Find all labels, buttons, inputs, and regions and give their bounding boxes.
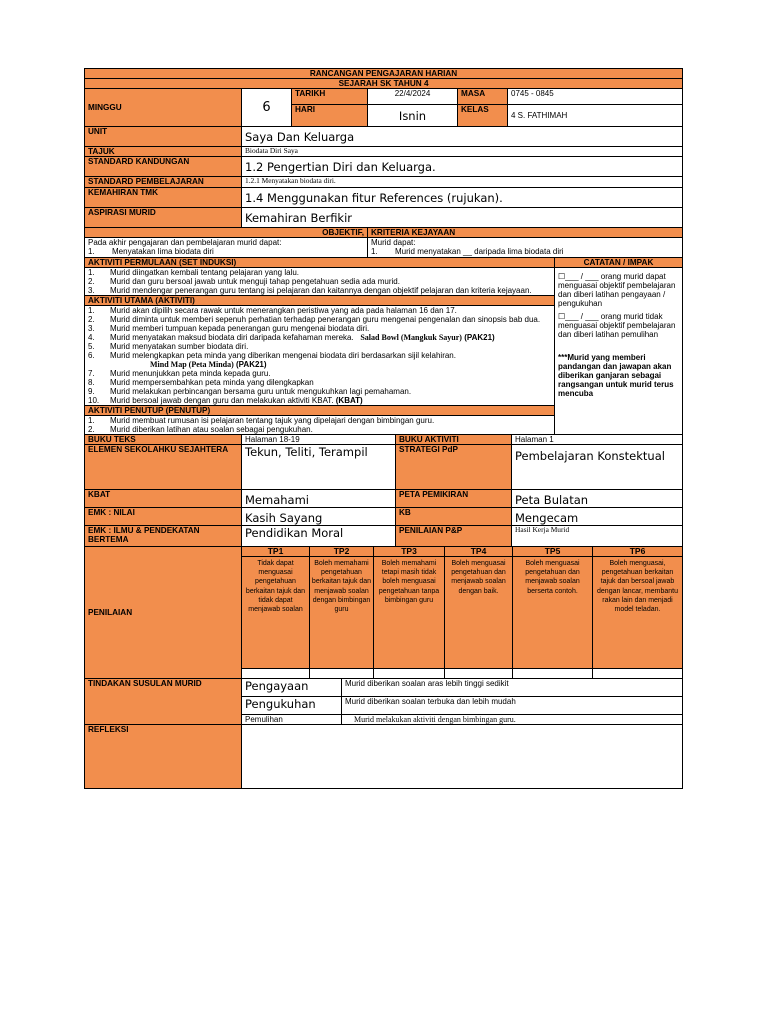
permulaan-label: AKTIVITI PERMULAAN (SET INDUKSI) <box>85 258 555 268</box>
activities-table <box>84 257 683 435</box>
kriteria-label: KRITERIA KEJAYAAN <box>368 228 683 238</box>
kemahiran-tmk-value: 1.4 Menggunakan fitur References (rujukan). <box>242 188 683 208</box>
header-table <box>84 68 683 127</box>
buku-teks-label: BUKU TEKS <box>85 435 242 445</box>
buku-aktiviti-value: Halaman 1 <box>512 435 683 445</box>
pak21-tag: (PAK21) <box>464 333 495 342</box>
objektif-table <box>84 227 683 258</box>
susulan-desc: Murid melakukan aktiviti dengan bimbingan guru. <box>342 715 683 725</box>
minggu-label: MINGGU <box>85 89 242 127</box>
tp-description: Tidak dapat menguasai pengetahuan berkaitan tajuk dan tidak dapat menjawab soalan <box>242 557 310 669</box>
objektif-label: OBJEKTIF, <box>85 228 368 238</box>
buku-teks-value: Halaman 18-19 <box>242 435 396 445</box>
list-item: 4. Murid menyatakan maksud biodata diri daripada kefahaman mereka. Salad Bowl (Mangkuk Sayur) (PAK21) <box>88 333 495 342</box>
susulan-type: Pengukuhan <box>242 697 342 715</box>
unit-label: UNIT <box>85 127 242 147</box>
tp-description: Boleh memahami tetapi masih tidak boleh menguasai pengetahuan tanpa bimbingan guru <box>374 557 445 669</box>
list-item: 1. Murid membuat rumusan isi pelajaran tentang tajuk yang dipelajari dengan bimbingan guru. <box>88 416 435 425</box>
tp-header: TP6 <box>593 547 683 557</box>
kelas-value: 4 S. FATHIMAH <box>508 105 683 127</box>
emk-nilai-value: Kasih Sayang <box>242 508 396 526</box>
kelas-label: KELAS <box>458 105 508 127</box>
list-item: 10. Murid bersoal jawab dengan guru dan melakukan aktiviti KBAT. (KBAT) <box>88 396 363 405</box>
page-title: RANCANGAN PENGAJARAN HARIAN <box>85 69 683 79</box>
permulaan-list <box>85 268 555 296</box>
catatan-note-pengayaan: ☐___ / ___ orang murid dapat menguasai objektif pembelajaran dan diberi latihan pengayaan / pengukuhan <box>558 272 676 308</box>
list-item: 2. Murid diberikan latihan atau soalan sebagai pengukuhan. <box>88 425 313 434</box>
tp-description: Boleh menguasai, pengetahuan berkaitan tajuk dan bersoal jawab dengan lancar, membantu rakan lain dan menjadi model teladan. <box>593 557 683 669</box>
tp-score-cell[interactable] <box>242 669 310 679</box>
kriteria-content <box>368 238 683 258</box>
standard-kandungan-label: STANDARD KANDUNGAN <box>85 157 242 177</box>
tp-header: TP5 <box>513 547 593 557</box>
list-item: 8. Murid mempersembahkan peta minda yang dilengkapkan <box>88 378 314 387</box>
penutup-label: AKTIVITI PENUTUP (PENUTUP) <box>85 406 555 416</box>
utama-label: AKTIVITI UTAMA (AKTIVITI) <box>85 296 555 306</box>
tp-score-cell[interactable] <box>374 669 445 679</box>
susulan-label: TINDAKAN SUSULAN MURID <box>85 679 242 725</box>
list-item: 3. Murid memberi tumpuan kepada penerangan guru mengenai biodata diri. <box>88 324 370 333</box>
emk-ilmu-value: Pendidikan Moral <box>242 526 396 547</box>
kbat-value: Memahami <box>242 490 396 508</box>
standard-pembelajaran-label: STANDARD PEMBELAJARAN <box>85 177 242 188</box>
kbat-label: KBAT <box>85 490 242 508</box>
tajuk-label: TAJUK <box>85 147 242 157</box>
susulan-desc: Murid diberikan soalan terbuka dan lebih mudah <box>342 697 683 715</box>
list-item: 1. Murid diingatkan kembali tentang pelajaran yang lalu. <box>88 268 300 277</box>
page-subtitle: SEJARAH SK TAHUN 4 <box>85 79 683 89</box>
utama-list <box>85 306 555 406</box>
emk-nilai-label: EMK : NILAI <box>85 508 242 526</box>
aspirasi-value: Kemahiran Berfikir <box>242 208 683 228</box>
tp-description: Boleh menguasai pengetahuan dan menjawab soalan dengan baik. <box>445 557 513 669</box>
elements-table <box>84 434 683 547</box>
list-item: 7. Murid menunjukkan peta minda kepada guru. <box>88 369 271 378</box>
standard-kandungan-value: 1.2 Pengertian Diri dan Keluarga. <box>242 157 683 177</box>
list-item: 2. Murid diminta untuk memberi sepenuh perhatian terhadap penerangan guru mengenai pengenalan dan sinopsis bab dua. <box>88 315 541 324</box>
penilaian-pnp-value: Hasil Kerja Murid <box>512 526 683 547</box>
peta-value: Peta Bulatan <box>512 490 683 508</box>
penutup-list <box>85 416 555 435</box>
lesson-plan-sheet <box>84 68 682 789</box>
catatan-content <box>555 268 683 435</box>
objektif-item: 1. Menyatakan lima biodata diri <box>88 247 214 256</box>
tajuk-value: Biodata Diri Saya <box>242 147 683 157</box>
buku-aktiviti-label: BUKU AKTIVITI <box>396 435 512 445</box>
list-item: 5. Murid menyatakan sumber biodata diri. <box>88 342 249 351</box>
list-item: 1. Murid akan dipilih secara rawak untuk menerangkan peristiwa yang ada pada halaman 16 dan 17. <box>88 306 457 315</box>
emk-ilmu-label: EMK : ILMU & PENDEKATAN BERTEMA <box>85 526 242 547</box>
kb-value: Mengecam <box>512 508 683 526</box>
penilaian-table <box>84 546 683 679</box>
tp-description: Boleh memahami pengetahuan berkaitan tajuk dan menjawab soalan dengan bimbingan guru <box>310 557 374 669</box>
hari-value: Isnin <box>368 105 458 127</box>
unit-value: Saya Dan Keluarga <box>242 127 683 147</box>
penilaian-label: PENILAIAN <box>85 547 242 679</box>
aspirasi-label: ASPIRASI MURID <box>85 208 242 228</box>
penilaian-pnp-label: PENILAIAN P&P <box>396 526 512 547</box>
tp-score-cell[interactable] <box>513 669 593 679</box>
list-item: 6. Murid melengkapkan peta minda yang diberikan mengenai biodata diri berdasarkan sijil kelahiran. Mind Map (Peta Minda) (PAK21) <box>88 351 456 369</box>
masa-value: 0745 - 0845 <box>508 89 683 105</box>
standard-pembelajaran-value: 1.2.1 Menyatakan biodata diri. <box>242 177 683 188</box>
list-item: 9. Murid melakukan perbincangan bersama guru untuk mengukuhkan lagi pemahaman. <box>88 387 412 396</box>
objektif-content <box>85 238 368 258</box>
peta-label: PETA PEMIKIRAN <box>396 490 512 508</box>
refleksi-label: REFLEKSI <box>85 725 242 789</box>
susulan-type: Pengayaan <box>242 679 342 697</box>
tarikh-value: 22/4/2024 <box>368 89 458 105</box>
kriteria-intro: Murid dapat: <box>371 238 416 247</box>
elemen-value: Tekun, Teliti, Terampil <box>242 445 396 490</box>
tp-score-cell[interactable] <box>593 669 683 679</box>
kbat-tag: (KBAT) <box>335 396 363 405</box>
susulan-table <box>84 678 683 725</box>
tarikh-label: TARIKH <box>292 89 368 105</box>
strategi-value: Pembelajaran Konstektual <box>512 445 683 490</box>
pak21-strategy: Mind Map (Peta Minda) <box>150 360 234 369</box>
list-item: 2. Murid dan guru bersoal jawab untuk menguji tahap pengetahuan sedia ada murid. <box>88 277 400 286</box>
tp-header: TP1 <box>242 547 310 557</box>
refleksi-table <box>84 724 683 789</box>
elemen-label: ELEMEN SEKOLAHKU SEJAHTERA <box>85 445 242 490</box>
tp-header: TP3 <box>374 547 445 557</box>
pak21-strategy: Salad Bowl (Mangkuk Sayur) <box>360 333 462 342</box>
refleksi-field[interactable] <box>242 725 683 789</box>
standards-table <box>84 126 683 228</box>
tp-header: TP2 <box>310 547 374 557</box>
susulan-type: Pemulihan <box>242 715 342 725</box>
catatan-note-ganjaran: ***Murid yang memberi pandangan dan jawapan akan diberikan ganjaran sebagai rangsangan untuk murid terus mencuba <box>558 353 674 398</box>
masa-label: MASA <box>458 89 508 105</box>
list-item: 3. Murid mendengar penerangan guru tentang isi pelajaran dan kaitannya dengan objektif pelajaran dan kriteria kejayaan. <box>88 286 532 295</box>
catatan-label: CATATAN / IMPAK <box>555 258 683 268</box>
kemahiran-tmk-label: KEMAHIRAN TMK <box>85 188 242 208</box>
catatan-note-pemulihan: ☐___ / ___ orang murid tidak menguasai objektif pembelajaran dan diberi latihan pemulihan <box>558 312 676 339</box>
kb-label: KB <box>396 508 512 526</box>
minggu-value: 6 <box>242 89 292 127</box>
hari-label: HARI <box>292 105 368 127</box>
pak21-tag: (PAK21) <box>236 360 267 369</box>
tp-score-cell[interactable] <box>445 669 513 679</box>
objektif-intro: Pada akhir pengajaran dan pembelajaran murid dapat: <box>88 238 282 247</box>
tp-description: Boleh menguasai pengetahuan dan menjawab soalan berserta contoh. <box>513 557 593 669</box>
tp-header: TP4 <box>445 547 513 557</box>
susulan-desc: Murid diberikan soalan aras lebih tinggi sedikit <box>342 679 683 697</box>
tp-score-cell[interactable] <box>310 669 374 679</box>
kriteria-item: 1. Murid menyatakan __ daripada lima biodata diri <box>371 247 564 256</box>
strategi-label: STRATEGI PdP <box>396 445 512 490</box>
